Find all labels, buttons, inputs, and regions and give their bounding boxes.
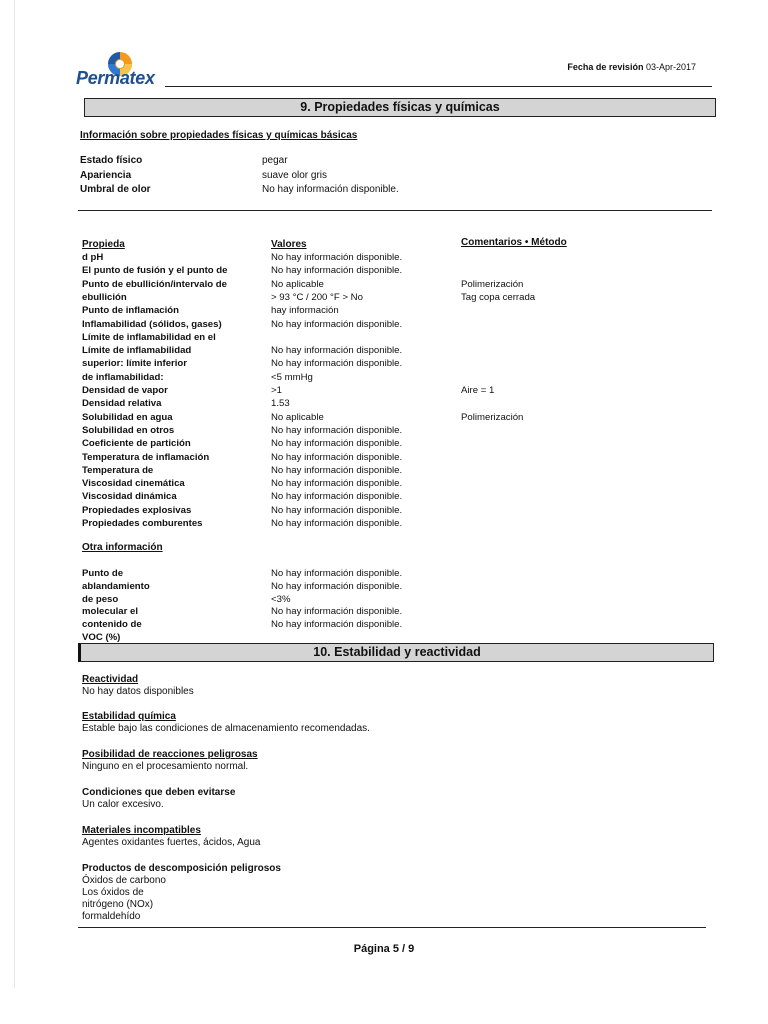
block-line: Agentes oxidantes fuertes, ácidos, Agua bbox=[82, 837, 261, 848]
col-header-property: Propieda bbox=[82, 239, 125, 250]
block-title: Materiales incompatibles bbox=[82, 825, 201, 836]
block-title: Condiciones que deben evitarse bbox=[82, 787, 236, 798]
block-line: Estable bajo las condiciones de almacenamiento recomendadas. bbox=[82, 723, 370, 734]
property-name: Temperatura de bbox=[82, 464, 154, 476]
section-10-title: 10. Estabilidad y reactividad bbox=[78, 643, 714, 662]
property-value: No hay información disponible. bbox=[271, 265, 403, 277]
block-title: Productos de descomposición peligrosos bbox=[82, 863, 281, 874]
property-name: Propiedades comburentes bbox=[82, 518, 203, 529]
bottom-divider bbox=[78, 927, 706, 928]
other-info-value: No hay información disponible. bbox=[271, 619, 403, 631]
block-line: Ninguno en el procesamiento normal. bbox=[82, 761, 249, 772]
brand-name: Permatex bbox=[76, 68, 155, 88]
revision-date bbox=[567, 62, 696, 72]
property-name: El punto de fusión y el punto de bbox=[82, 265, 228, 277]
section-10-block bbox=[82, 787, 235, 811]
property-name: d pH bbox=[82, 252, 104, 263]
property-value: > 93 °C / 200 °F > No bbox=[271, 291, 363, 303]
section-9-title: 9. Propiedades físicas y químicas bbox=[84, 98, 716, 117]
property-value: No hay información disponible. bbox=[271, 358, 403, 370]
other-info-value: No hay información disponible. bbox=[271, 606, 403, 618]
basic-value-2: No hay información disponible. bbox=[262, 184, 399, 195]
property-value: hay información bbox=[271, 305, 339, 317]
property-value: >1 bbox=[271, 385, 282, 396]
section-10-block bbox=[82, 711, 370, 735]
col-header-values: Valores bbox=[271, 239, 307, 250]
other-info-heading: Otra información bbox=[82, 542, 163, 553]
property-name: Densidad relativa bbox=[82, 398, 162, 410]
property-name: Coeficiente de partición bbox=[82, 438, 191, 450]
property-value: No hay información disponible. bbox=[271, 345, 403, 357]
basic-value-0: pegar bbox=[262, 155, 288, 166]
page-number: Página 5 / 9 bbox=[353, 943, 415, 955]
other-info-name: de peso bbox=[82, 593, 119, 605]
block-line: nitrógeno (NOx) bbox=[82, 899, 154, 910]
property-value: No hay información disponible. bbox=[271, 478, 403, 490]
block-line: Los óxidos de bbox=[82, 887, 144, 898]
property-value: No hay información disponible. bbox=[271, 424, 403, 436]
property-value: No hay información disponible. bbox=[271, 504, 403, 516]
other-info-name: molecular el bbox=[82, 606, 138, 618]
property-name: Solubilidad en agua bbox=[82, 411, 173, 423]
property-value: No hay información disponible. bbox=[271, 491, 403, 503]
other-info-name: ablandamiento bbox=[82, 580, 150, 592]
property-value: No hay información disponible. bbox=[271, 318, 403, 330]
revision-value: 03-Apr-2017 bbox=[645, 62, 696, 72]
other-info-name: contenido de bbox=[82, 619, 142, 631]
header-divider bbox=[165, 86, 712, 87]
page-edge bbox=[14, 0, 15, 988]
other-info-name: Punto de bbox=[82, 568, 124, 579]
revision-label: Fecha de revisión bbox=[567, 62, 644, 72]
block-line: No hay datos disponibles bbox=[82, 686, 194, 697]
basic-label-2: Umbral de olor bbox=[80, 184, 151, 195]
col-header-comments: Comentarios • Método bbox=[461, 237, 567, 248]
property-name: Punto de ebullición/intervalo de bbox=[82, 278, 227, 290]
block-line: formaldehído bbox=[82, 911, 141, 922]
section-10-block bbox=[82, 825, 260, 849]
property-value: <5 mmHg bbox=[271, 371, 313, 383]
property-comment: Tag copa cerrada bbox=[461, 291, 536, 303]
property-comment: Polimerización bbox=[461, 411, 524, 423]
property-name: superior: límite inferior bbox=[82, 358, 188, 370]
property-name: Propiedades explosivas bbox=[82, 504, 192, 516]
property-value: No hay información disponible. bbox=[271, 518, 403, 529]
property-value: No aplicable bbox=[271, 278, 324, 290]
block-line: Óxidos de carbono bbox=[82, 875, 166, 886]
property-name: Temperatura de inflamación bbox=[82, 451, 210, 463]
basic-label-1: Apariencia bbox=[80, 170, 132, 181]
other-info-value: <3% bbox=[271, 593, 291, 605]
section-10-block bbox=[82, 674, 194, 698]
block-title: Reactividad bbox=[82, 674, 139, 685]
property-name: Viscosidad dinámica bbox=[82, 491, 177, 503]
basic-info-heading: Información sobre propiedades físicas y químicas básicas bbox=[80, 130, 358, 141]
property-value: No hay información disponible. bbox=[271, 438, 403, 450]
block-title: Posibilidad de reacciones peligrosas bbox=[82, 749, 258, 760]
property-name: Límite de inflamabilidad en el bbox=[82, 331, 216, 343]
other-info-value: No hay información disponible. bbox=[271, 580, 403, 592]
other-info-value: No hay información disponible. bbox=[271, 568, 403, 579]
property-name: de inflamabilidad: bbox=[82, 371, 164, 383]
property-name: Viscosidad cinemática bbox=[82, 478, 185, 490]
other-info-name: VOC (%) bbox=[82, 632, 121, 643]
block-title: Estabilidad química bbox=[82, 711, 176, 722]
property-value: No hay información disponible. bbox=[271, 252, 403, 263]
property-name: Densidad de vapor bbox=[82, 385, 168, 396]
property-value: No hay información disponible. bbox=[271, 464, 403, 476]
property-value: 1.53 bbox=[271, 398, 290, 410]
property-value: No aplicable bbox=[271, 411, 324, 423]
property-name: Inflamabilidad (sólidos, gases) bbox=[82, 318, 222, 330]
property-comment: Polimerización bbox=[461, 278, 524, 290]
basic-value-1: suave olor gris bbox=[262, 170, 328, 181]
block-line: Un calor excesivo. bbox=[82, 799, 164, 810]
property-name: ebullición bbox=[82, 291, 127, 303]
property-name: Límite de inflamabilidad bbox=[82, 345, 192, 357]
section-10-block bbox=[82, 749, 258, 773]
section-10-block bbox=[82, 863, 281, 923]
divider bbox=[78, 210, 712, 211]
property-comment: Aire = 1 bbox=[461, 385, 495, 396]
property-value: No hay información disponible. bbox=[271, 451, 403, 463]
property-name: Punto de inflamación bbox=[82, 305, 180, 317]
property-name: Solubilidad en otros bbox=[82, 424, 175, 436]
basic-label-0: Estado físico bbox=[80, 155, 143, 166]
